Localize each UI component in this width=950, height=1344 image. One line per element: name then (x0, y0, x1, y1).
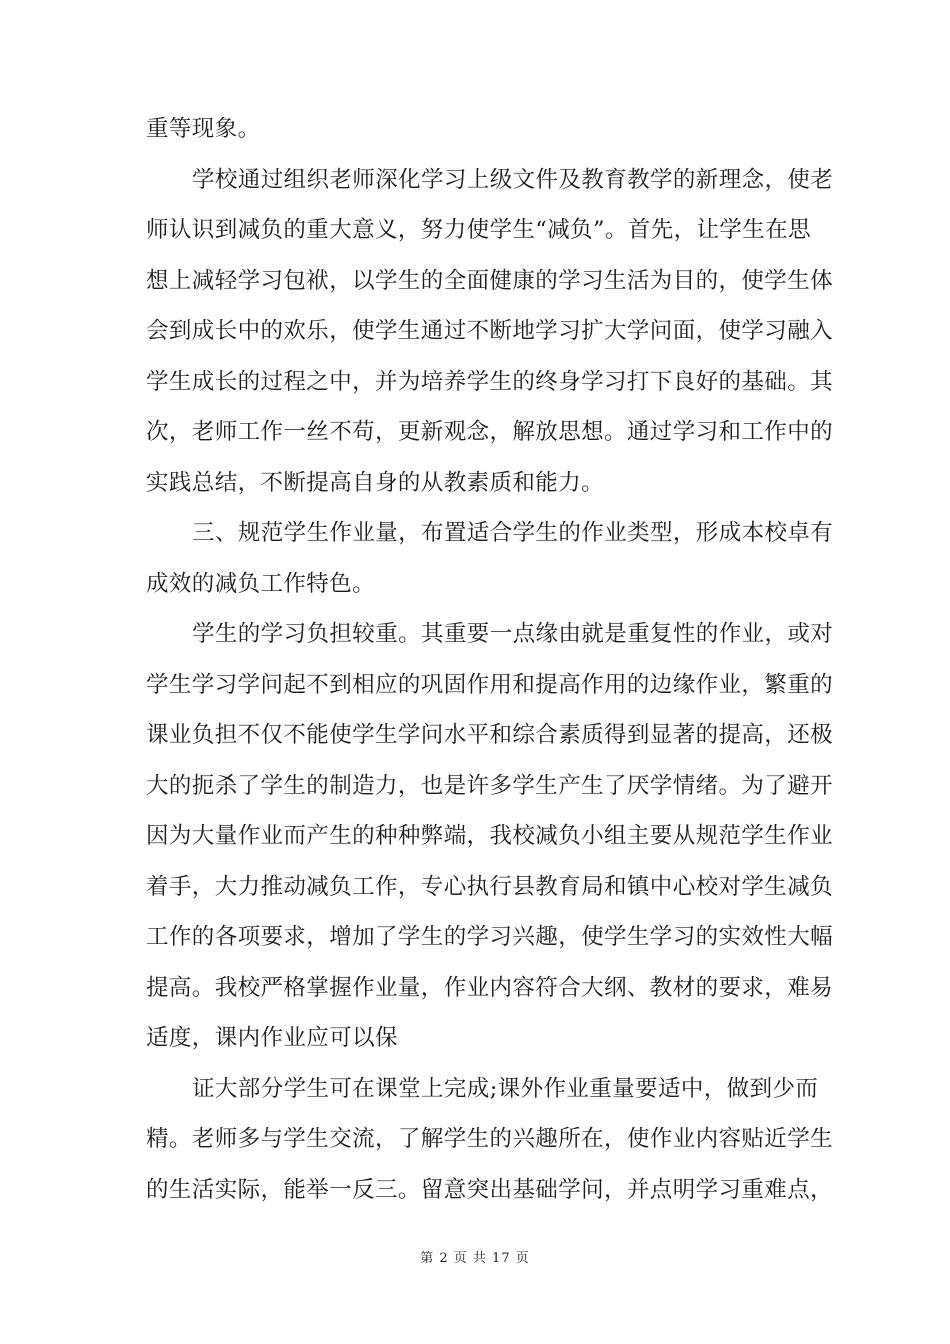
paragraph (146, 609, 834, 1064)
text-line: 会到成长中的欢乐，使学生通过不断地学习扩大学问面，使学习融入 (146, 318, 834, 344)
paragraph (146, 155, 834, 509)
text-line: 提高。我校严格掌握作业量，作业内容符合大纲、教材的要求，难易 (146, 974, 834, 1001)
text-line: 成效的减负工作特色。 (146, 570, 376, 597)
text-line: 的生活实际，能举一反三。留意突出基础学问，并点明学习重难点， (146, 1176, 834, 1203)
text-line: 想上减轻学习包袱，以学生的全面健康的学习生活为目的，使学生体 (146, 267, 834, 294)
text-line: 重等现象。 (146, 116, 261, 142)
text-line: 大的扼杀了学生的制造力，也是许多学生产生了厌学情绪。为了避开 (146, 772, 834, 799)
text-line: 学生成长的过程之中，并为培养学生的终身学习打下良好的基础。其 (146, 368, 834, 395)
text-line: 三、规范学生作业量，布置适合学生的作业类型，形成本校卓有 (192, 520, 834, 546)
document-body (146, 104, 834, 1215)
paragraph (146, 104, 806, 155)
text-line: 学生的学习负担较重。其重要一点缘由就是重复性的作业，或对 (192, 621, 834, 647)
text-line: 实践总结，不断提高自身的从教素质和能力。 (146, 469, 605, 496)
text-line: 课业负担不仅不能使学生学问水平和综合素质得到显著的提高，还极 (146, 722, 834, 748)
paragraph (146, 1064, 834, 1216)
text-line: 适度，课内作业应可以保 (146, 1025, 398, 1051)
paragraph (146, 508, 834, 609)
page-footer: 第 2 页 共 17 页 (420, 1251, 530, 1266)
text-line: 学校通过组织老师深化学习上级文件及教育教学的新理念，使老 (192, 166, 834, 193)
text-line: 着手，大力推动减负工作，专心执行县教育局和镇中心校对学生减负 (146, 873, 834, 900)
text-line: 证大部分学生可在课堂上完成;课外作业重量要适中，做到少而 (192, 1075, 819, 1102)
text-line: 精。老师多与学生交流，了解学生的兴趣所在，使作业内容贴近学生 (146, 1126, 834, 1152)
text-line: 学生学习学问起不到相应的巩固作用和提高作用的边缘作业，繁重的 (146, 671, 834, 698)
text-line: 次，老师工作一丝不苟，更新观念，解放思想。通过学习和工作中的 (146, 419, 834, 445)
text-line: 工作的各项要求，增加了学生的学习兴趣，使学生学习的实效性大幅 (146, 924, 834, 950)
text-line: 师认识到减负的重大意义，努力使学生“减负”。首先，让学生在思 (146, 217, 812, 243)
text-line: 因为大量作业而产生的种种弊端，我校减负小组主要从规范学生作业 (146, 823, 834, 849)
